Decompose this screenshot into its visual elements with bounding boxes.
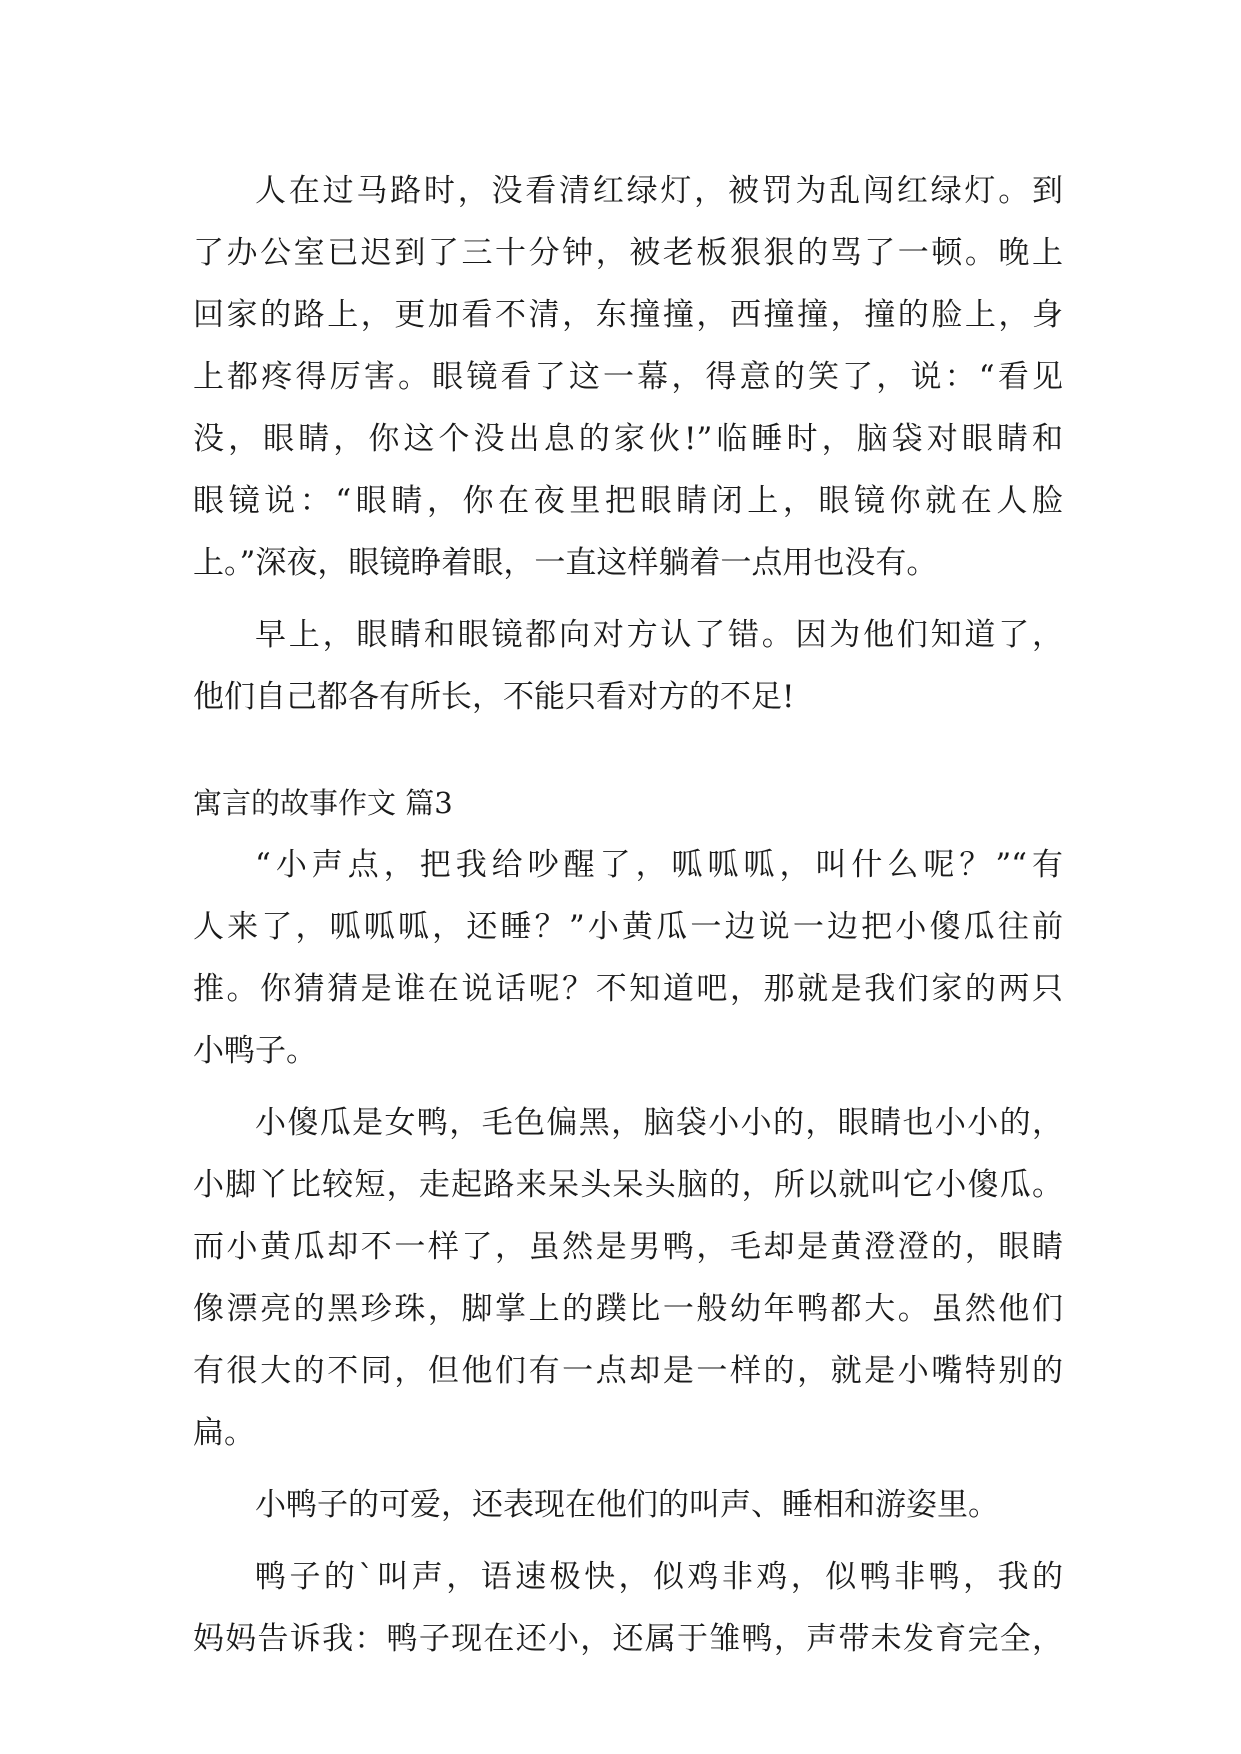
text-line: 小鸭子。 [193, 1033, 317, 1069]
text-line: 小傻瓜是女鸭，毛色偏黑，脑袋小小的，眼睛也小小的， [255, 1105, 1063, 1141]
text-line: 回家的路上，更加看不清，东撞撞，西撞撞，撞的脸上，身 [193, 297, 1063, 333]
text-line: “小声点，把我给吵醒了，呱呱呱，叫什么呢？”“有 [255, 847, 1063, 883]
text-line: 而小黄瓜却不一样了，虽然是男鸭，毛却是黄澄澄的，眼睛 [193, 1229, 1063, 1265]
text-line: 鸭子的`叫声，语速极快，似鸡非鸡，似鸭非鸭，我的 [255, 1559, 1063, 1595]
text-line: 小鸭子的可爱，还表现在他们的叫声、睡相和游姿里。 [255, 1487, 999, 1523]
text-line: 眼镜说：“眼睛，你在夜里把眼睛闭上，眼镜你就在人脸 [193, 483, 1063, 519]
text-line: 人在过马路时，没看清红绿灯，被罚为乱闯红绿灯。到 [255, 173, 1063, 209]
text-line: 推。你猜猜是谁在说话呢？不知道吧，那就是我们家的两只 [193, 971, 1063, 1007]
text-line: 小脚丫比较短，走起路来呆头呆头脑的，所以就叫它小傻瓜。 [193, 1167, 1063, 1203]
text-line: 了办公室已迟到了三十分钟，被老板狠狠的骂了一顿。晚上 [193, 235, 1063, 271]
paragraph-1 [193, 160, 1063, 594]
text-line: 早上，眼睛和眼镜都向对方认了错。因为他们知道了， [255, 617, 1063, 653]
paragraph-2 [193, 604, 1063, 728]
text-line: 人来了，呱呱呱，还睡？”小黄瓜一边说一边把小傻瓜往前 [193, 909, 1063, 945]
text-line: 妈妈告诉我：鸭子现在还小，还属于雏鸭，声带未发育完全， [193, 1621, 1063, 1657]
text-line: 上。”深夜，眼镜睁着眼，一直这样躺着一点用也没有。 [193, 545, 938, 581]
paragraph-6 [193, 1546, 1063, 1670]
text-line: 他们自己都各有所长，不能只看对方的不足! [193, 679, 795, 715]
text-line: 像漂亮的黑珍珠，脚掌上的蹼比一般幼年鸭都大。虽然他们 [193, 1291, 1063, 1327]
paragraph-4 [193, 1092, 1063, 1464]
text-line: 有很大的不同，但他们有一点却是一样的，就是小嘴特别的 [193, 1353, 1063, 1389]
text-line: 没，眼睛，你这个没出息的家伙!”临睡时，脑袋对眼睛和 [193, 421, 1063, 457]
paragraph-5 [193, 1474, 1063, 1536]
paragraph-3 [193, 834, 1063, 1082]
text-line: 扁。 [193, 1415, 255, 1451]
text-line: 上都疼得厉害。眼镜看了这一幕，得意的笑了，说：“看见 [193, 359, 1063, 395]
section-heading: 寓言的故事作文 篇3 [193, 786, 453, 820]
document-page [193, 160, 1063, 1670]
